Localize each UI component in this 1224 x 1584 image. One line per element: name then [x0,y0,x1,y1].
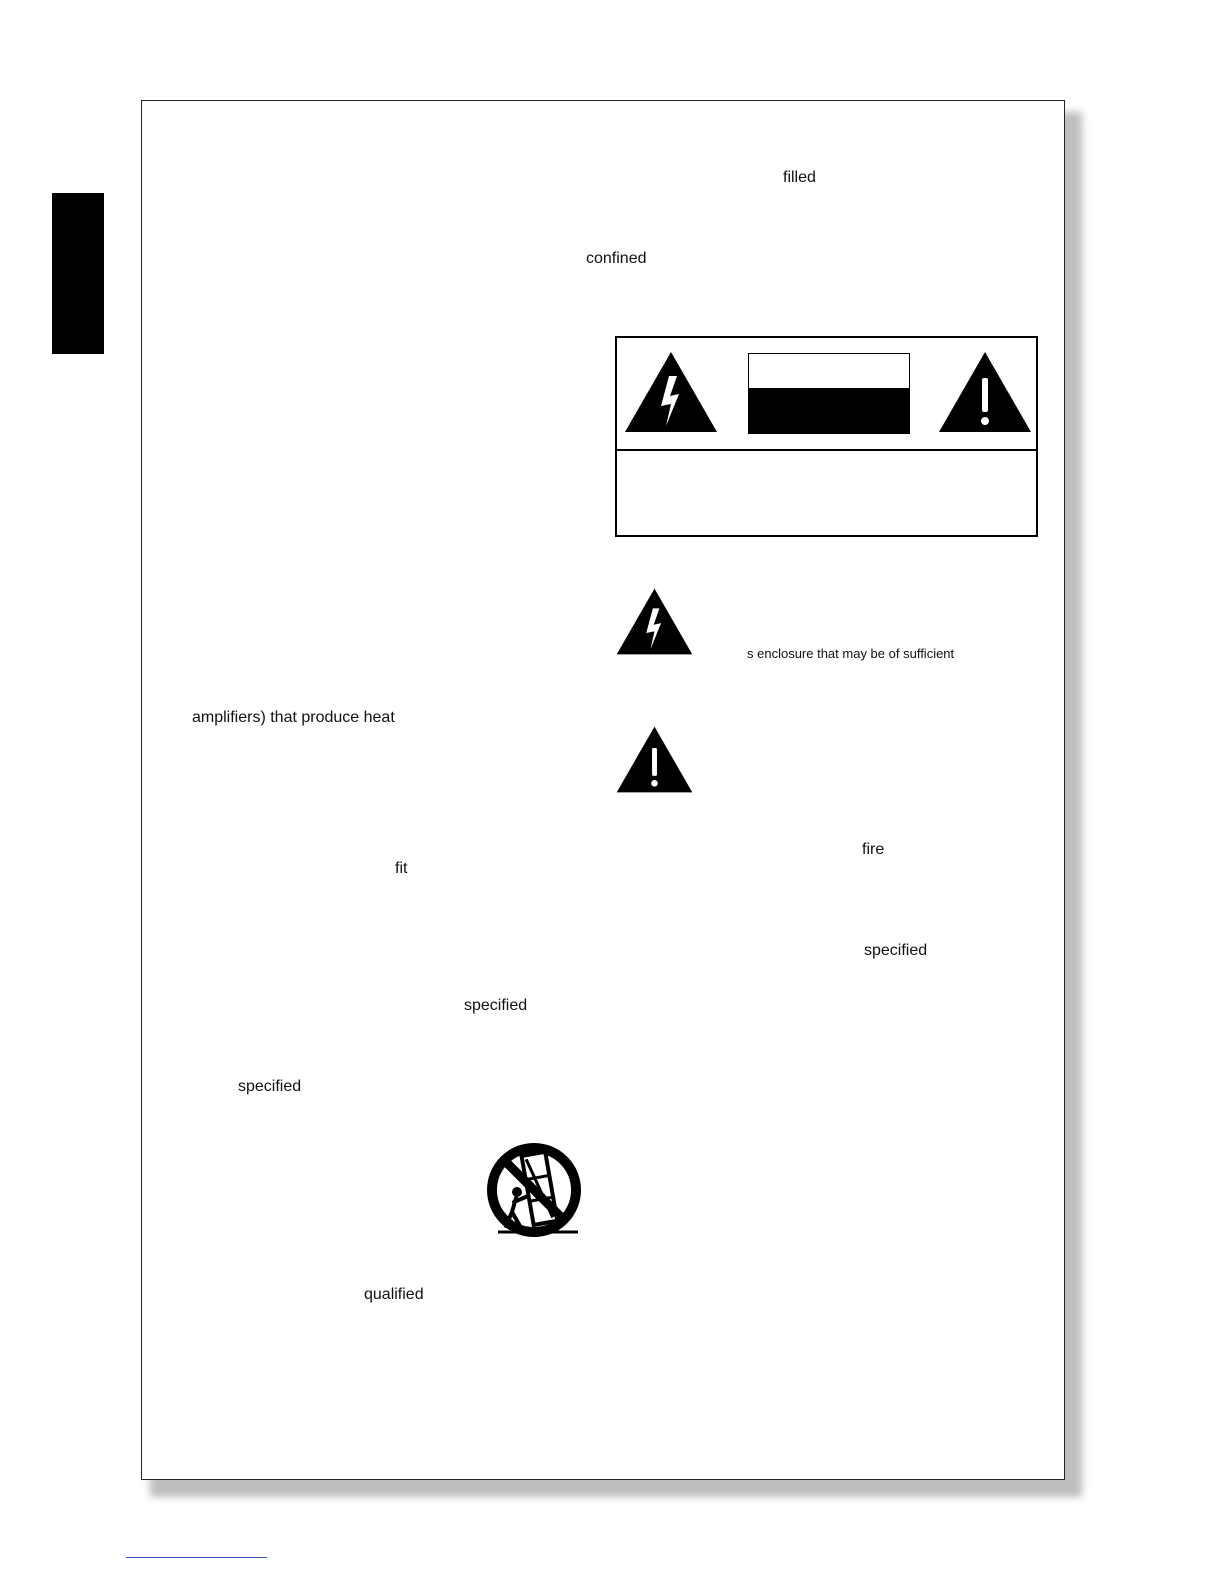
lightning-triangle-icon [615,587,694,656]
text-enclosure: s enclosure that may be of sufficient [747,646,955,661]
text-confined: confined [586,250,647,267]
lightning-triangle-icon [623,350,719,434]
document-page [141,100,1065,1480]
caution-warning-box [615,336,1038,537]
text-specified-right: specified [864,942,928,959]
exclamation-triangle-icon [937,350,1033,434]
text-fit: fit [395,860,408,877]
exclamation-triangle-icon [615,725,694,794]
text-filled: filled [783,169,816,186]
text-qualified: qualified [364,1286,424,1303]
text-heat: amplifiers) that produce heat [192,709,395,726]
text-fire: fire [862,841,885,858]
text-specified-mid: specified [464,997,528,1014]
side-language-tab [52,193,104,354]
caution-label [748,353,910,434]
cart-tip-over-warning-icon [484,1140,584,1242]
caution-label-band [749,388,909,433]
link-underline [126,1557,267,1558]
text-specified-left: specified [238,1078,302,1095]
warning-box-divider [617,449,1036,451]
